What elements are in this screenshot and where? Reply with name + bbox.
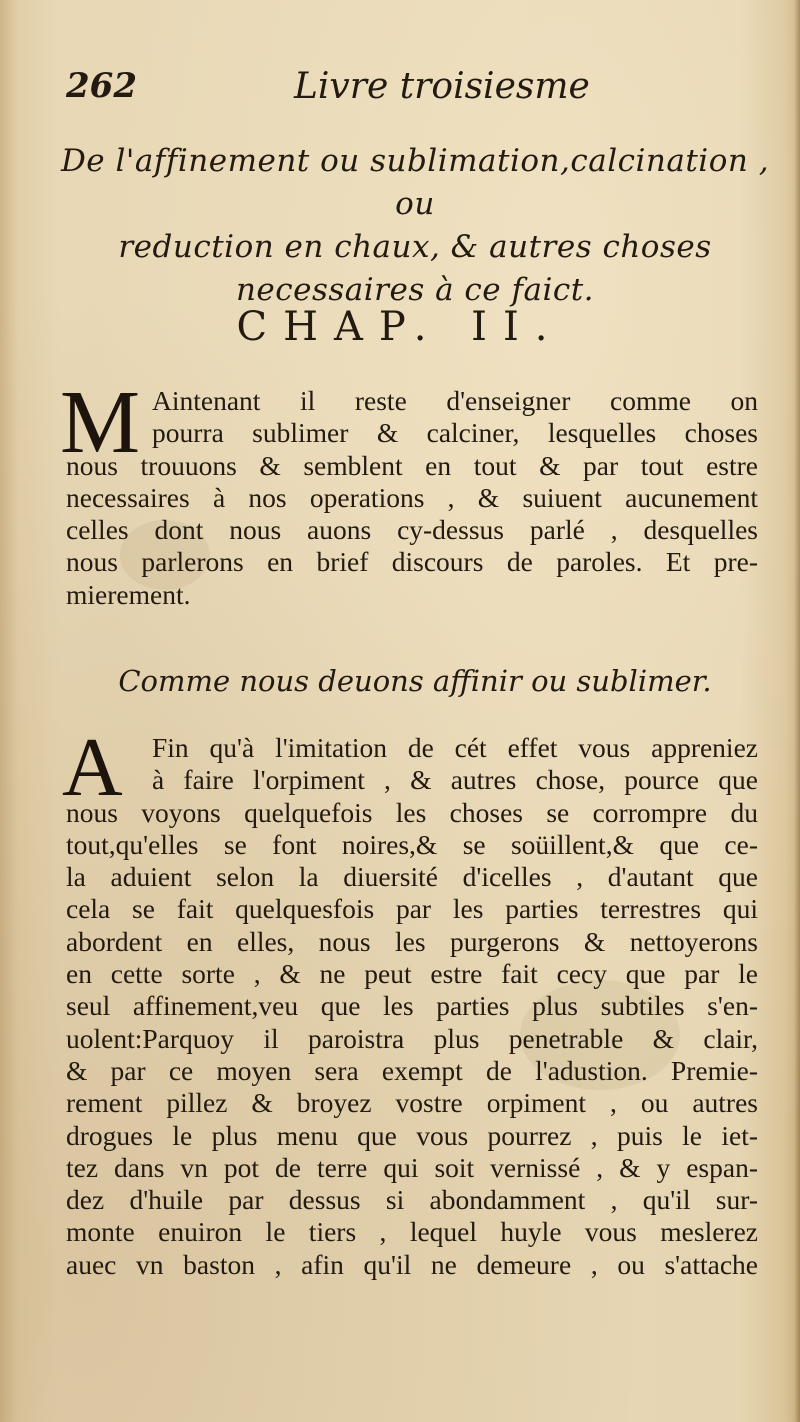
text-line: tez dans vn pot de terre qui soit vernissé , & y espan- <box>66 1151 758 1183</box>
section-heading: Comme nous deuons affinir ou sublimer. <box>118 664 712 698</box>
text-line: mierement. <box>66 578 191 610</box>
text-line: cela se fait quelquesfois par les parties terrestres qui <box>66 893 758 925</box>
text-line: uolent:Parquoy il paroistra plus penetrable & clair, <box>66 1022 758 1054</box>
paragraph <box>66 732 758 1281</box>
text-line: Aintenant il reste d'enseigner comme on <box>152 385 758 416</box>
page-header <box>66 66 756 116</box>
text-line: en cette sorte , & ne peut estre fait cecy que par le <box>66 958 758 990</box>
chapter-title <box>60 140 770 312</box>
text-line: dez d'huile par dessus si abondamment , qu'il sur- <box>66 1184 758 1216</box>
text-line: necessaires à nos operations , & suiuent aucunement <box>66 481 758 513</box>
text-line: auec vn baston , afin qu'il ne demeure , ou s'attache <box>66 1248 758 1280</box>
text-line: pourra sublimer & calciner, lesquelles choses <box>152 417 758 449</box>
text-line: celles dont nous auons cy-dessus parlé , desquelles <box>66 514 758 546</box>
text-line: monte enuiron le tiers , lequel huyle vous meslerez <box>66 1216 758 1248</box>
text-line: drogues le plus menu que vous pourrez , puis le iet- <box>66 1119 758 1151</box>
text-line: nous voyons quelquefois les choses se corrompre du <box>66 796 758 828</box>
paragraph <box>66 385 758 611</box>
running-head: Livre troisiesme <box>294 66 590 107</box>
text-line: à faire l'orpiment , & autres chose, pource que <box>152 764 758 796</box>
drop-cap: M <box>60 373 141 472</box>
text-line: abordent en elles, nous les purgerons & nettoyerons <box>66 925 758 957</box>
text-line: Fin qu'à l'imitation de cét effet vous appreniez <box>152 732 758 763</box>
text-line: tout,qu'elles se font noires,& se soüillent,& que ce- <box>66 828 758 860</box>
text-line: rement pillez & broyez vostre orpiment , ou autres <box>66 1087 758 1119</box>
chapter-label: CHAP. II. <box>236 304 564 350</box>
text-line: seul affinement,veu que les parties plus subtiles s'en- <box>66 990 758 1022</box>
text-line: nous trouuons & semblent en tout & par tout estre <box>66 449 758 481</box>
text-line: la aduient selon la diuersité d'icelles , d'autant que <box>66 861 758 893</box>
text-line: nous parlerons en brief discours de paroles. Et pre- <box>66 546 758 578</box>
chapter-title-line: necessaires à ce faict. <box>235 272 595 308</box>
drop-cap: A <box>62 721 123 814</box>
page-number: 262 <box>66 66 137 106</box>
chapter-title-line: reduction en chaux, & autres choses <box>118 229 712 265</box>
text-line: & par ce moyen sera exempt de l'adustion. Premie- <box>66 1054 758 1086</box>
chapter-title-line: De l'affinement ou sublimation,calcination , ou <box>60 143 770 222</box>
